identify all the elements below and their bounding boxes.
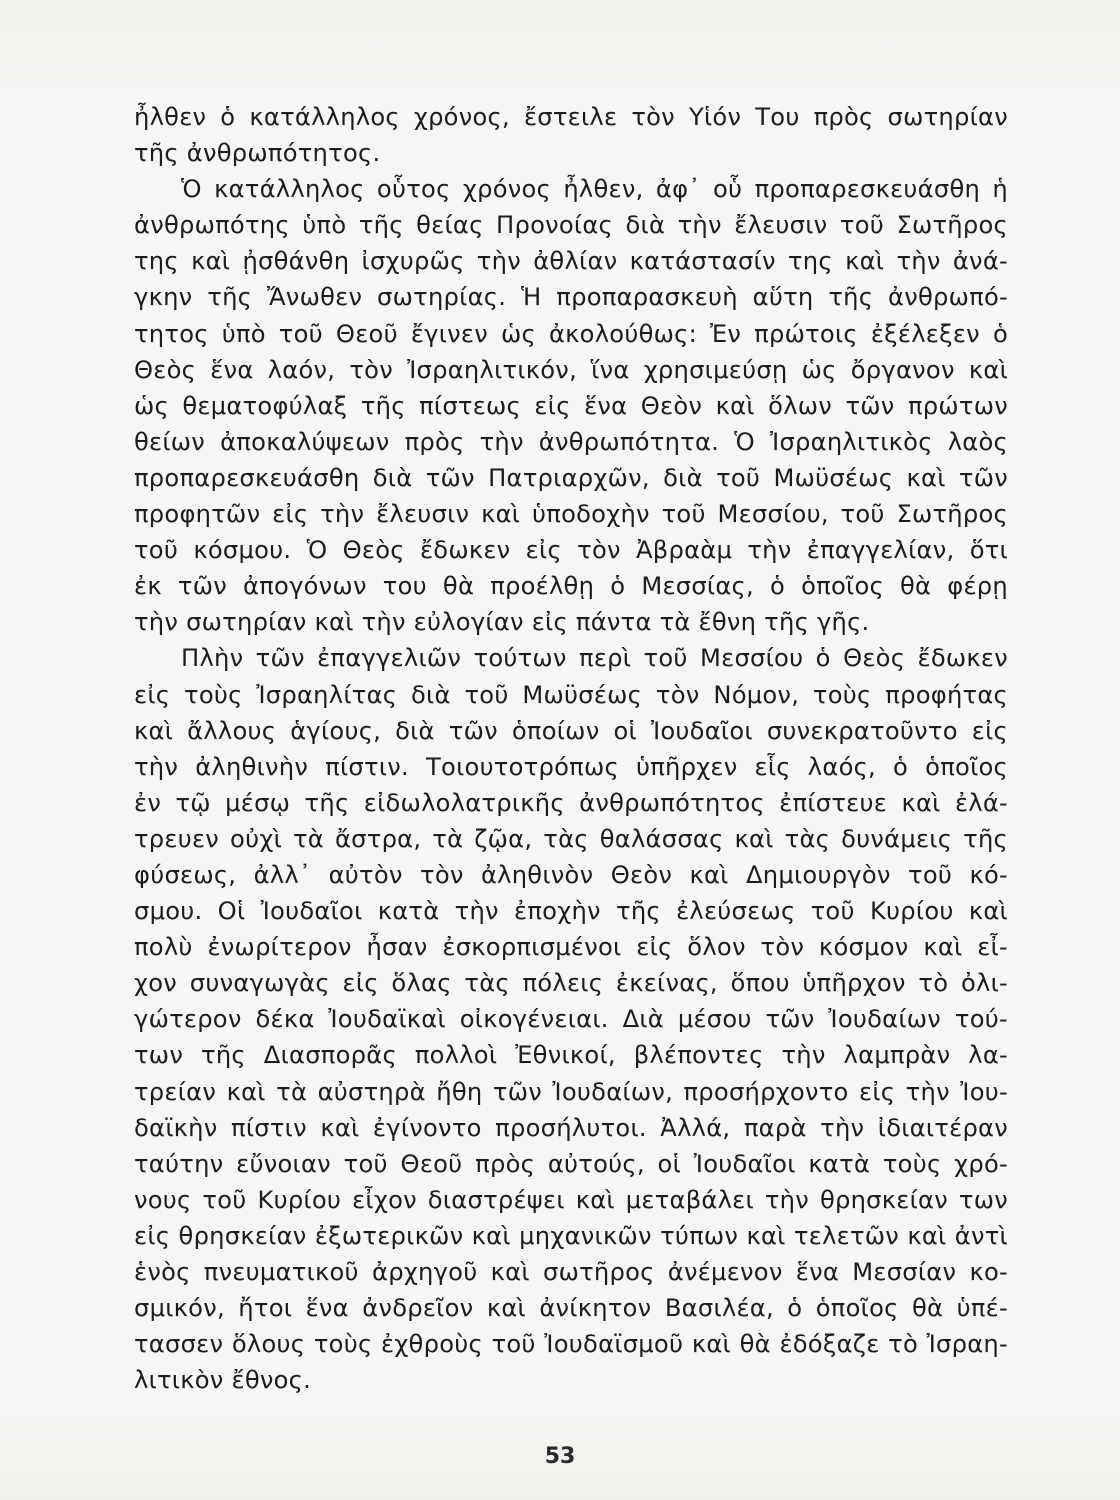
- text-line: χον συναγωγὰς εἰς ὅλας τὰς πόλεις ἐκείνας, ὅπου ὑπῆρχον τὸ ὀλι-: [134, 969, 1008, 998]
- text-line: ἦλθεν ὁ κατάλληλος χρόνος, ἔστειλε τὸν Υἱόν Του πρὸς σωτηρίαν: [134, 103, 1008, 131]
- text-line: ταύτην εὔνοιαν τοῦ Θεοῦ πρὸς αὐτούς, οἱ Ἰουδαῖοι κατὰ τοὺς χρό-: [134, 1149, 1008, 1178]
- text-line: σμικόν, ἤτοι ἕνα ἀνδρεῖον καὶ ἀνίκητον Βασιλέα, ὁ ὁποῖος θὰ ὑπέ-: [134, 1294, 1008, 1323]
- text-line: ἐκ τῶν ἀπογόνων του θὰ προέλθῃ ὁ Μεσσίας, ὁ ὁποῖος θὰ φέρῃ: [134, 572, 1008, 601]
- text-line: τοῦ κόσμου. Ὁ Θεὸς ἔδωκεν εἰς τὸν Ἀβραὰμ τὴν ἐπαγγελίαν, ὅτι: [134, 536, 1008, 565]
- page-number: 53: [544, 1444, 576, 1469]
- text-line: ὡς θεματοφύλαξ τῆς πίστεως εἰς ἕνα Θεὸν καὶ ὅλων τῶν πρώτων: [134, 391, 1008, 420]
- text-line: ἑνὸς πνευματικοῦ ἀρχηγοῦ καὶ σωτῆρος ἀνέμενον ἕνα Μεσσίαν κο-: [134, 1258, 1008, 1286]
- text-line: τὴν σωτηρίαν καὶ τὴν εὐλογίαν εἰς πάντα τὰ ἔθνη τῆς γῆς.: [134, 608, 870, 637]
- text-line: γκην τῆς Ἄνωθεν σωτηρίας. Ἡ προπαρασκευὴ αὕτη τῆς ἀνθρωπό-: [134, 283, 1008, 312]
- text-line: εἰς τοὺς Ἰσραηλίτας διὰ τοῦ Μωϋσέως τὸν Νόμον, τοὺς προφήτας: [134, 680, 1008, 709]
- text-line: πολὺ ἐνωρίτερον ἦσαν ἐσκορπισμένοι εἰς ὅλον τὸν κόσμον καὶ εἶ-: [134, 933, 1008, 962]
- body-text: [134, 99, 1008, 1398]
- text-line: σμου. Οἱ Ἰουδαῖοι κατὰ τὴν ἐποχὴν τῆς ἐλεύσεως τοῦ Κυρίου καὶ: [134, 897, 1008, 926]
- text-line: τῆς ἀνθρωπότητος.: [134, 139, 381, 168]
- text-line: Πλὴν τῶν ἐπαγγελιῶν τούτων περὶ τοῦ Μεσσίου ὁ Θεὸς ἔδωκεν: [181, 644, 1008, 673]
- text-line: εἰς θρησκείαν ἐξωτερικῶν καὶ μηχανικῶν τύπων καὶ τελετῶν καὶ ἀντὶ: [134, 1221, 1008, 1250]
- text-line: των τῆς Διασπορᾶς πολλοὶ Ἐθνικοί, βλέποντες τὴν λαμπρὰν λα-: [134, 1041, 1008, 1070]
- text-line: προπαρεσκευάσθη διὰ τῶν Πατριαρχῶν, διὰ τοῦ Μωϋσέως καὶ τῶν: [134, 463, 1008, 492]
- text-line: λιτικὸν ἔθνος.: [134, 1366, 312, 1395]
- text-line: καὶ ἄλλους ἁγίους, διὰ τῶν ὁποίων οἱ Ἰουδαῖοι συνεκρατοῦντο εἰς: [134, 716, 1008, 745]
- text-line: προφητῶν εἰς τὴν ἔλευσιν καὶ ὑποδοχὴν τοῦ Μεσσίου, τοῦ Σωτῆρος: [134, 500, 1008, 529]
- text-line: νους τοῦ Κυρίου εἶχον διαστρέψει καὶ μεταβάλει τὴν θρησκείαν των: [134, 1185, 1008, 1214]
- text-line: της καὶ ᾐσθάνθη ἰσχυρῶς τὴν ἀθλίαν κατάστασίν της καὶ τὴν ἀνά-: [134, 247, 1008, 276]
- text-line: φύσεως, ἀλλ᾽ αὐτὸν τὸν ἀληθινὸν Θεὸν καὶ Δημιουργὸν τοῦ κό-: [134, 860, 1008, 889]
- text-line: τὴν ἀληθινὴν πίστιν. Τοιουτοτρόπως ὑπῆρχεν εἷς λαός, ὁ ὁποῖος: [134, 752, 1008, 781]
- text-line: τρείαν καὶ τὰ αὐστηρὰ ἤθη τῶν Ἰουδαίων, προσήρχοντο εἰς τὴν Ἰου-: [134, 1077, 1008, 1106]
- text-line: τρευεν οὐχὶ τὰ ἄστρα, τὰ ζῷα, τὰς θαλάσσας καὶ τὰς δυνάμεις τῆς: [134, 824, 1008, 853]
- text-line: ἀνθρωπότης ὑπὸ τῆς θείας Προνοίας διὰ τὴν ἔλευσιν τοῦ Σωτῆρος: [134, 211, 1008, 240]
- text-line: γώτερον δέκα Ἰουδαϊκαὶ οἰκογένειαι. Διὰ μέσου τῶν Ἰουδαίων τού-: [134, 1005, 1008, 1034]
- text-line: Ὁ κατάλληλος οὗτος χρόνος ἦλθεν, ἀφ᾽ οὗ προπαρεσκευάσθη ἡ: [181, 175, 1008, 204]
- text-line: θείων ἀποκαλύψεων πρὸς τὴν ἀνθρωπότητα. Ὁ Ἰσραηλιτικὸς λαὸς: [134, 427, 1008, 456]
- text-line: ἐν τῷ μέσῳ τῆς εἰδωλολατρικῆς ἀνθρωπότητος ἐπίστευε καὶ ἐλά-: [134, 788, 1008, 817]
- text-line: τητος ὑπὸ τοῦ Θεοῦ ἔγινεν ὡς ἀκολούθως: Ἐν πρώτοις ἐξέλεξεν ὁ: [134, 319, 1008, 348]
- text-line: τασσεν ὅλους τοὺς ἐχθροὺς τοῦ Ἰουδαϊσμοῦ καὶ θὰ ἐδόξαζε τὸ Ἰσραη-: [134, 1330, 1008, 1359]
- text-line: δαϊκὴν πίστιν καὶ ἐγίνοντο προσήλυτοι. Ἀλλά, παρὰ τὴν ἰδιαιτέραν: [134, 1113, 1008, 1142]
- text-line: Θεὸς ἕνα λαόν, τὸν Ἰσραηλιτικόν, ἵνα χρησιμεύσῃ ὡς ὄργανον καὶ: [134, 355, 1008, 384]
